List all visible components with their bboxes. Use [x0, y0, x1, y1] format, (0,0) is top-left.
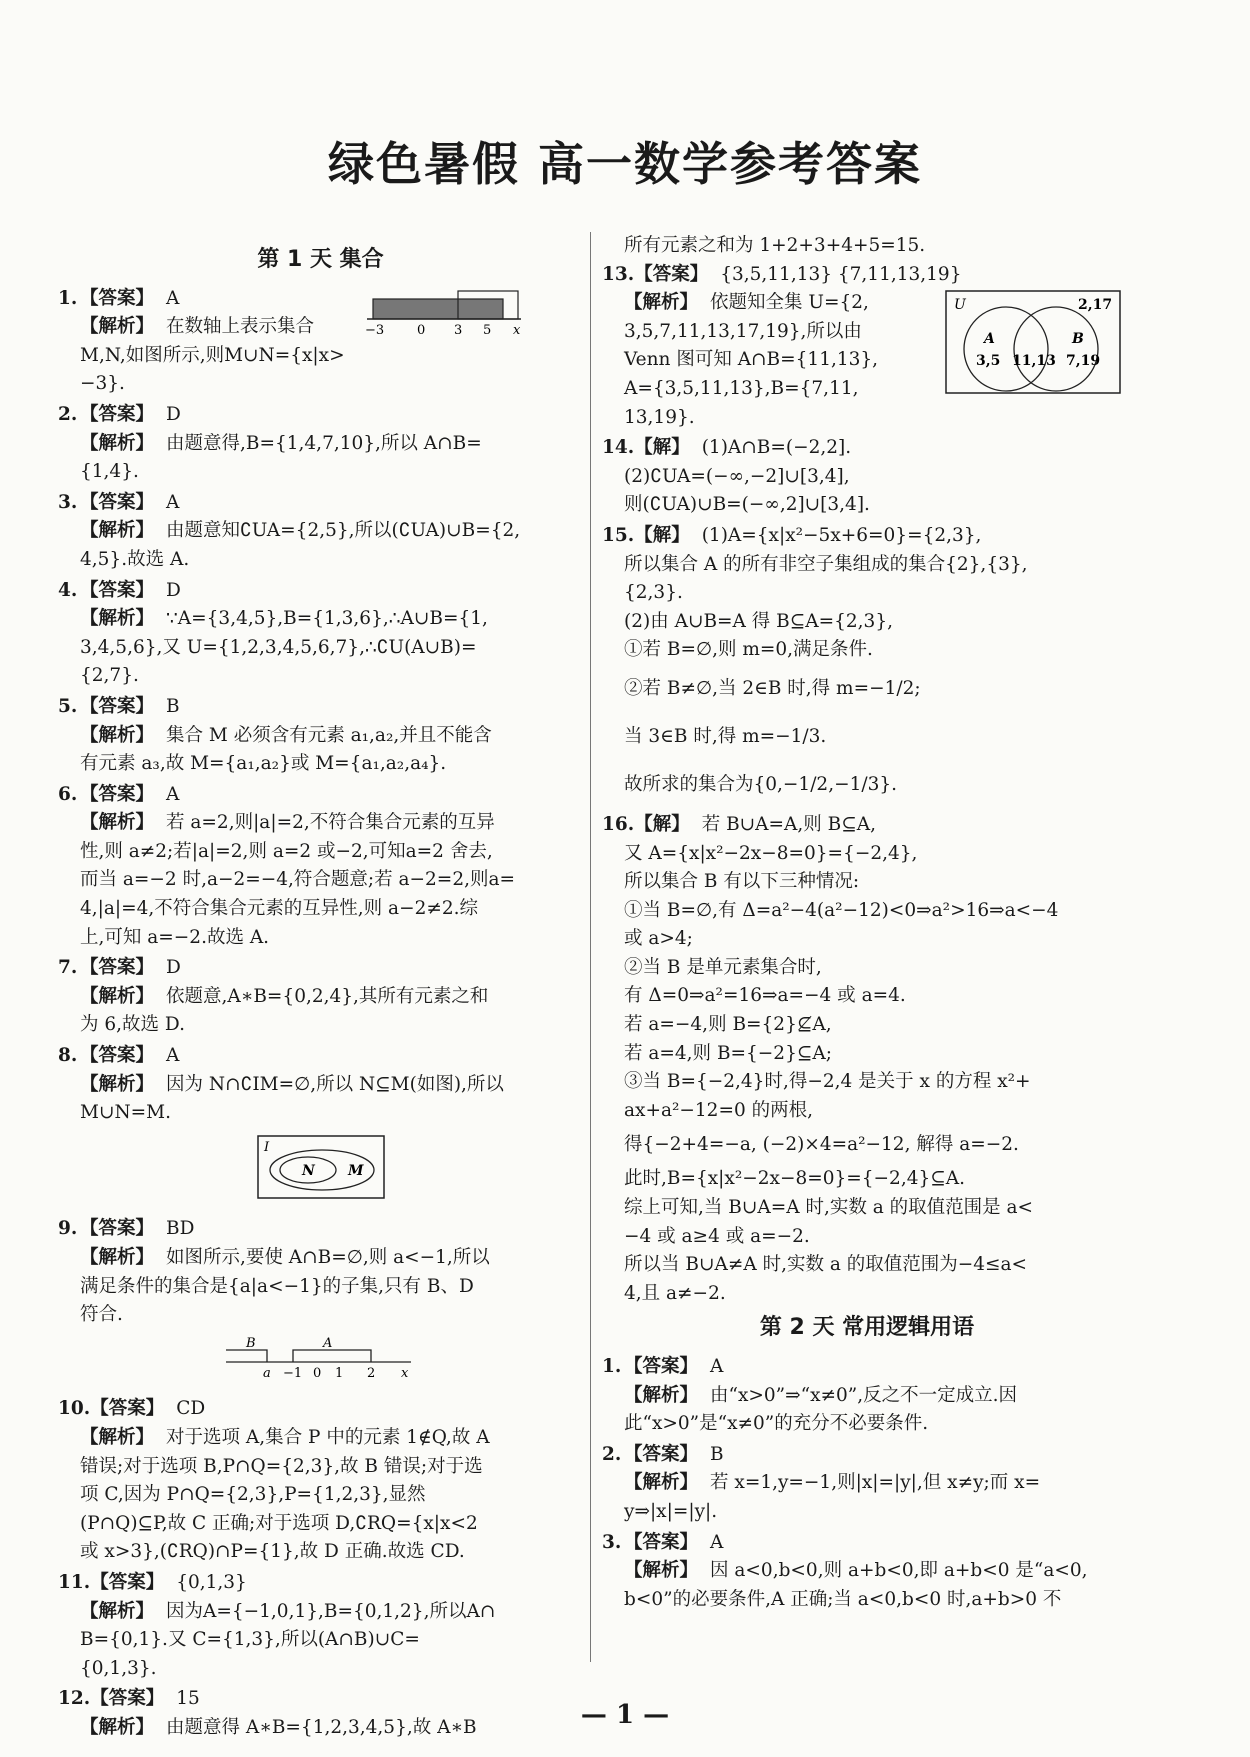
problem-number: 4.: [58, 579, 78, 601]
solution-text: 得{−2+4=−a, (−2)×4=a²−12, 解得 a=−2.: [624, 1134, 1019, 1156]
analysis-text: 项 C,因为 P∩Q={2,3},P={1,2,3},显然: [80, 1484, 426, 1506]
analysis-text: 由题意得,B={1,4,7,10},所以 A∩B=: [166, 432, 482, 454]
analysis-text: 在数轴上表示集合: [166, 316, 315, 338]
solution-text: 若 B∪A=A,则 B⊆A,: [701, 813, 876, 835]
answer-label: 【答案】: [90, 1571, 165, 1593]
analysis-text: y⇒|x|=|y|.: [624, 1500, 718, 1522]
set-label-a: A: [322, 1335, 332, 1351]
solution-text: (2)∁UA=(−∞,−2]∪[3,4],: [624, 465, 850, 487]
analysis-label: 【解析】: [80, 724, 155, 746]
problem-number: 2.: [58, 403, 78, 425]
page-title: 绿色暑假 高一数学参考答案: [327, 137, 922, 191]
analysis-text: 符合.: [80, 1304, 123, 1326]
problem-number: 2.: [602, 1443, 622, 1465]
analysis-label: 【解析】: [80, 812, 155, 834]
set-b-circle: [1014, 307, 1101, 391]
answer-value: D: [166, 957, 181, 979]
problem-number: 5.: [58, 695, 78, 717]
analysis-label: 【解析】: [80, 608, 155, 630]
solution-text: 故所求的集合为{0,−1/2,−1/3}.: [624, 773, 898, 795]
analysis-label: 【解析】: [80, 1426, 155, 1448]
answer-value: B: [710, 1443, 724, 1465]
analysis-text: 因为A={−1,0,1},B={0,1,2},所以A∩: [166, 1600, 496, 1622]
section-heading-day2: 第 2 天 常用逻辑用语: [759, 1315, 975, 1341]
answer-label: 【答案】: [90, 1688, 165, 1710]
analysis-text: 4,|a|=4,不符合集合元素的互异性,则 a−2≠2.综: [80, 898, 479, 920]
tick-label: −1: [282, 1365, 302, 1380]
answer-label: 【答案】: [80, 957, 155, 979]
problem-number: 1.: [58, 287, 78, 309]
solution-text: 又 A={x|x²−2x−8=0}={−2,4},: [624, 842, 918, 864]
analysis-text: b<0”的必要条件,A 正确;当 a<0,b<0 时,a+b>0 不: [624, 1588, 1062, 1610]
problem-number: 9.: [58, 1218, 78, 1240]
solution-text: 若 a=4,则 B={−2}⊆A;: [624, 1042, 832, 1064]
tick-label: 1: [334, 1365, 343, 1380]
analysis-text: 此“x>0”是“x≠0”的充分不必要条件.: [624, 1413, 929, 1435]
analysis-text: 满足条件的集合是{a|a<−1}的子集,只有 B、D: [80, 1275, 474, 1297]
problem-number: 15.: [602, 524, 635, 546]
analysis-text: 若 x=1,y=−1,则|x|=|y|,但 x≠y;而 x=: [710, 1472, 1041, 1494]
analysis-text: {2,7}.: [80, 665, 139, 687]
day2-problem-1: [602, 1353, 1132, 1439]
problem-number: 16.: [602, 813, 635, 835]
answer-label: 【答案】: [90, 1398, 165, 1420]
solution-text: 则(∁UA)∪B=(−∞,2]∪[3,4].: [624, 494, 870, 516]
analysis-text: 因为 N∩∁IM=∅,所以 N⊆M(如图),所以: [166, 1073, 504, 1095]
answer-label: 【答案】: [624, 1356, 699, 1377]
left-column: [58, 240, 583, 1745]
analysis-text: 上,可知 a=−2.故选 A.: [80, 926, 270, 948]
analysis-text: ∵A={3,4,5},B={1,3,6},∴A∪B={1,: [166, 608, 488, 630]
solution-text: (2)由 A∪B=A 得 B⊆A={2,3},: [624, 610, 893, 632]
set-b-bracket: [226, 1350, 267, 1362]
solution-text: 综上可知,当 B∪A=A 时,实数 a 的取值范围是 a<: [624, 1197, 1034, 1219]
answer-value: A: [166, 783, 180, 805]
problem-10: [58, 1395, 583, 1567]
problem-13: [602, 261, 1132, 433]
analysis-text: 性,则 a≠2;若|a|=2,则 a=2 或−2,可知a=2 舍去,: [80, 840, 493, 862]
problem-1: [58, 285, 583, 399]
answer-label: 【答案】: [80, 1045, 155, 1067]
answer-label: 【答案】: [624, 1443, 699, 1465]
problem-number: 11.: [58, 1571, 91, 1593]
only-b-elements: 7,19: [1066, 352, 1101, 369]
number-line-figure: [363, 285, 533, 335]
solution-text: (1)A∩B=(−2,2].: [701, 437, 852, 459]
solution-text: (1)A={x|x²−5x+6=0}={2,3},: [701, 524, 982, 546]
tick-label: 0: [417, 322, 426, 335]
answer-value: {0,1,3}: [176, 1571, 247, 1593]
only-a-elements: 3,5: [976, 352, 1001, 369]
answer-value: A: [710, 1531, 724, 1553]
answer-value: BD: [166, 1218, 195, 1240]
problem-5: [58, 693, 583, 779]
universal-set-box: [258, 1136, 384, 1198]
analysis-text: 依题知全集 U={2,: [710, 292, 869, 314]
tick-label: 0: [312, 1365, 321, 1380]
analysis-label: 【解析】: [80, 520, 155, 542]
analysis-text: 4,5}.故选 A.: [80, 548, 190, 570]
analysis-text: 因 a<0,b<0,则 a+b<0,即 a+b<0 是“a<0,: [710, 1560, 1088, 1582]
analysis-label: 【解析】: [624, 292, 699, 314]
problem-number: 3.: [602, 1531, 622, 1553]
answer-label: 【答案】: [80, 695, 155, 717]
day2-problem-2: [602, 1441, 1132, 1527]
solution-label: 【解】: [634, 524, 690, 546]
solution-text: 当 3∈B 时,得 m=−1/3.: [624, 725, 827, 747]
analysis-text: 由题意知∁UA={2,5},所以(∁UA)∪B={2,: [166, 520, 521, 542]
answer-label: 【答案】: [80, 403, 155, 425]
answer-value: 15: [176, 1688, 200, 1710]
set-label-b: B: [245, 1335, 256, 1351]
analysis-text: (P∩Q)⊆P,故 C 正确;对于选项 D,∁RQ={x|x<2: [80, 1512, 478, 1534]
problem-number: 13.: [602, 263, 635, 285]
problem-15: [602, 522, 1132, 809]
problem-14: [602, 434, 1132, 520]
universal-set-label: U: [954, 296, 966, 313]
analysis-text: 而当 a=−2 时,a−2=−4,符合题意;若 a−2=2,则a=: [80, 869, 515, 891]
analysis-text: 3,5,7,11,13,17,19},所以由: [624, 320, 862, 342]
answer-value: A: [166, 1045, 180, 1067]
solution-text: 若 a=−4,则 B={2}⊈A,: [624, 1014, 832, 1036]
analysis-label: 【解析】: [80, 1716, 155, 1738]
analysis-label: 【解析】: [624, 1560, 699, 1582]
answer-value: D: [166, 403, 181, 425]
analysis-text: Venn 图可知 A∩B={11,13},: [624, 349, 879, 371]
venn-figure-n-in-m: [256, 1134, 386, 1200]
answer-label: 【答案】: [634, 263, 709, 285]
answer-value: {3,5,11,13} {7,11,13,19}: [720, 263, 962, 285]
analysis-label: 【解析】: [624, 1384, 699, 1406]
solution-text: ③当 B={−2,4}时,得−2,4 是关于 x 的方程 x²+: [624, 1071, 1031, 1093]
answer-value: D: [166, 579, 181, 601]
answer-label: 【答案】: [624, 1531, 699, 1553]
analysis-label: 【解析】: [80, 432, 155, 454]
problem-number: 8.: [58, 1045, 78, 1067]
analysis-label: 【解析】: [80, 1073, 155, 1095]
set-label-m: M: [347, 1162, 363, 1179]
solution-text: 所以集合 B 有以下三种情况:: [624, 871, 860, 893]
solution-label: 【解】: [634, 813, 690, 835]
analysis-text: 若 a=2,则|a|=2,不符合集合元素的互异: [166, 812, 495, 834]
solution-text: −4 或 a≥4 或 a=−2.: [624, 1225, 810, 1247]
solution-text: {2,3}.: [624, 582, 683, 604]
set-m-shaded-region: [373, 299, 503, 319]
set-a-bracket: [293, 1350, 371, 1362]
analysis-text: 13,19}.: [624, 406, 695, 428]
answer-label: 【答案】: [80, 1218, 155, 1240]
answer-label: 【答案】: [80, 579, 155, 601]
solution-label: 【解】: [634, 437, 690, 459]
answer-label: 【答案】: [80, 491, 155, 513]
problem-number: 14.: [602, 437, 635, 459]
analysis-label: 【解析】: [80, 1247, 155, 1268]
answer-value: B: [166, 695, 180, 717]
set-label-n: N: [301, 1162, 315, 1179]
problem-number: 1.: [602, 1356, 622, 1377]
solution-text: ②当 B 是单元素集合时,: [624, 956, 822, 978]
set-label-i: I: [263, 1139, 269, 1155]
tick-label: 5: [483, 322, 492, 335]
solution-text: ②若 B≠∅,当 2∈B 时,得 m=−1/2;: [624, 677, 921, 699]
problem-number: 7.: [58, 957, 78, 979]
venn-diagram-ab: [944, 289, 1122, 395]
problem-number: 12.: [58, 1688, 91, 1710]
analysis-label: 【解析】: [80, 1600, 155, 1622]
problem-3: [58, 489, 583, 575]
solution-text: 所以集合 A 的所有非空子集组成的集合{2},{3},: [624, 553, 1028, 575]
analysis-text: {1,4}.: [80, 461, 139, 483]
solution-text: 4,且 a≠−2.: [624, 1282, 726, 1304]
answer-label: 【答案】: [80, 287, 155, 309]
analysis-text: 如图所示,要使 A∩B=∅,则 a<−1,所以: [166, 1247, 490, 1268]
set-label-a: A: [984, 330, 995, 347]
answer-value: A: [166, 491, 180, 513]
analysis-text: A={3,5,11,13},B={7,11,: [624, 377, 859, 399]
set-a-circle: [964, 307, 1048, 391]
solution-text: ax+a²−12=0 的两根,: [624, 1099, 813, 1121]
analysis-text: 3,4,5,6},又 U={1,2,3,4,5,6,7},∴∁U(A∪B)=: [80, 636, 477, 658]
solution-text: 有 Δ=0⇒a²=16⇒a=−4 或 a=4.: [624, 985, 906, 1007]
day2-problem-3: [602, 1529, 1132, 1615]
analysis-text: {0,1,3}.: [80, 1657, 157, 1679]
answer-value: A: [166, 287, 180, 309]
problem-9: [58, 1215, 583, 1389]
analysis-text: 集合 M 必须含有元素 a₁,a₂,并且不能含: [166, 724, 492, 746]
tick-label: x: [513, 322, 521, 335]
analysis-label: 【解析】: [80, 316, 155, 338]
analysis-text: 或 x>3},(∁RQ)∩P={1},故 D 正确.故选 CD.: [80, 1541, 465, 1563]
problem-12-continuation: 所有元素之和为 1+2+3+4+5=15.: [624, 235, 926, 256]
problem-6: [58, 781, 583, 953]
problem-11: [58, 1569, 583, 1683]
solution-text: 或 a>4;: [624, 928, 693, 950]
analysis-text: B={0,1}.又 C={1,3},所以(A∩B)∪C=: [80, 1629, 420, 1651]
solution-text: 此时,B={x|x²−2x−8=0}={−2,4}⊆A.: [624, 1168, 965, 1190]
analysis-text: M,N,如图所示,则M∪N={x|x>: [80, 344, 345, 366]
right-column: [602, 232, 1132, 1616]
answer-value: A: [710, 1356, 724, 1377]
analysis-text: 错误;对于选项 B,P∩Q={2,3},故 B 错误;对于选: [80, 1455, 483, 1477]
answer-label: 【答案】: [80, 783, 155, 805]
problem-16: [602, 811, 1132, 1309]
page-number: — 1 —: [580, 1700, 670, 1730]
analysis-text: 由“x>0”⇒“x≠0”,反之不一定成立.因: [710, 1384, 1018, 1406]
solution-text: 所以当 B∪A≠A 时,实数 a 的取值范围为−4≤a<: [624, 1254, 1028, 1276]
number-line-a-b: [221, 1336, 421, 1380]
problem-4: [58, 577, 583, 691]
problem-number: 3.: [58, 491, 78, 513]
column-divider: [590, 232, 591, 1662]
analysis-text: M∪N=M.: [80, 1102, 171, 1124]
problem-number: 6.: [58, 783, 78, 805]
tick-label: x: [400, 1365, 408, 1380]
analysis-label: 【解析】: [624, 1472, 699, 1494]
analysis-text: 依题意,A∗B={0,2,4},其所有元素之和: [166, 985, 489, 1007]
problem-8: [58, 1042, 583, 1209]
analysis-text: 有元素 a₃,故 M={a₁,a₂}或 M={a₁,a₂,a₄}.: [80, 753, 447, 775]
tick-label: 2: [366, 1365, 375, 1380]
intersection-elements: 11,13: [1012, 352, 1056, 369]
tick-label: −3: [365, 322, 385, 335]
answer-value: CD: [176, 1398, 206, 1420]
problem-2: [58, 401, 583, 487]
problem-7: [58, 954, 583, 1040]
tick-label: 3: [454, 322, 463, 335]
tick-label: a: [262, 1365, 271, 1380]
section-heading-day1: 第 1 天 集合: [257, 247, 384, 272]
set-label-b: B: [1072, 330, 1084, 347]
analysis-text: −3}.: [80, 373, 125, 395]
problem-number: 10.: [58, 1398, 91, 1420]
solution-text: ①若 B=∅,则 m=0,满足条件.: [624, 639, 873, 661]
analysis-text: 为 6,故选 D.: [80, 1014, 185, 1036]
analysis-text: 由题意得 A∗B={1,2,3,4,5},故 A∗B: [166, 1716, 477, 1738]
analysis-label: 【解析】: [80, 985, 155, 1007]
solution-text: ①当 B=∅,有 Δ=a²−4(a²−12)<0⇒a²>16⇒a<−4: [624, 899, 1059, 921]
analysis-text: 对于选项 A,集合 P 中的元素 1∉Q,故 A: [166, 1426, 490, 1448]
outside-elements: 2,17: [1078, 296, 1113, 313]
